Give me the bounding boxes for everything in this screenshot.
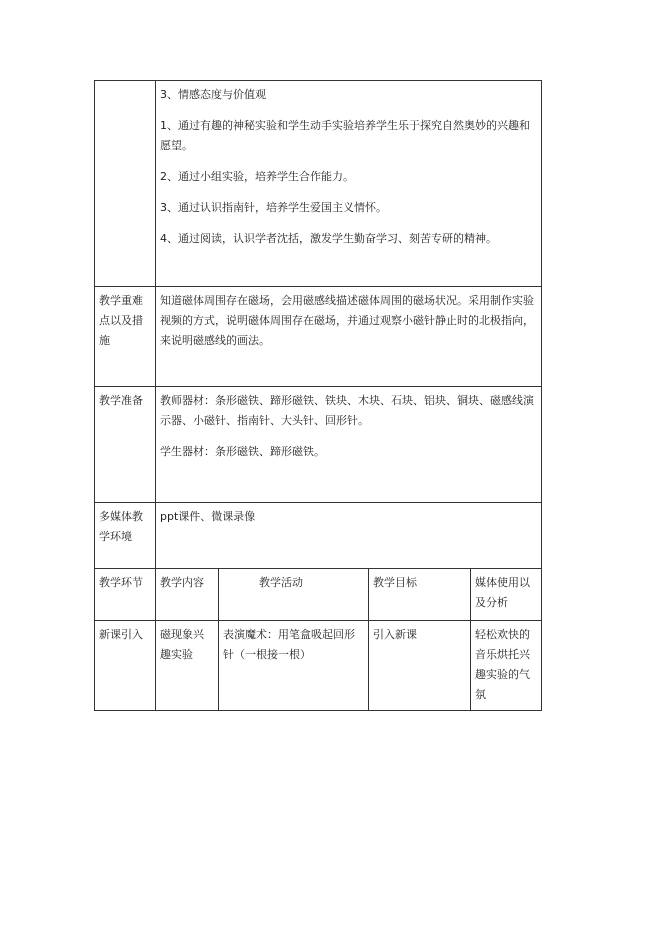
cell-goal: 引入新课 (369, 621, 471, 711)
goals-row (95, 81, 542, 287)
multimedia-label: 多媒体教学环境 (95, 503, 156, 569)
goals-label-cell (95, 81, 156, 287)
goals-heading: 3、情感态度与价值观 (160, 88, 266, 101)
preparation-label: 教学准备 (95, 387, 156, 503)
cell-content: 磁现象兴趣实验 (156, 621, 219, 711)
header-goal: 教学目标 (369, 569, 471, 621)
preparation-cell (156, 387, 542, 503)
preparation-row (95, 387, 542, 503)
multimedia-text: ppt课件、微课录像 (156, 503, 542, 569)
header-stage: 教学环节 (95, 569, 156, 621)
key-points-text: 知道磁体周围存在磁场，会用磁感线描述磁体周围的磁场状况。采用制作实验视频的方式，说明磁体周围存在磁场，并通过观察小磁针静止时的北极指向，来说明磁感线的画法。 (156, 287, 542, 387)
goal-item: 4、通过阅读，认识学者沈括，激发学生勤奋学习、刻苦专研的精神。 (160, 232, 497, 245)
cell-media: 轻松欢快的音乐烘托兴趣实验的气氛 (471, 621, 542, 711)
student-materials: 学生器材：条形磁铁、蹄形磁铁。 (160, 445, 325, 458)
header-activity: 教学活动 (219, 569, 369, 621)
process-header-row (95, 569, 542, 621)
cell-activity: 表演魔术：用笔盒吸起回形针（一根接一根） (219, 621, 369, 711)
process-row (95, 621, 542, 711)
goals-cell (156, 81, 542, 287)
multimedia-row (95, 503, 542, 569)
key-points-label: 教学重难点以及措施 (95, 287, 156, 387)
cell-stage: 新课引入 (95, 621, 156, 711)
header-content: 教学内容 (156, 569, 219, 621)
lesson-plan-table (94, 80, 542, 711)
goal-item: 2、通过小组实验，培养学生合作能力。 (160, 170, 354, 183)
goal-item: 3、通过认识指南针，培养学生爱国主义情怀。 (160, 201, 387, 214)
teacher-materials: 教师器材：条形磁铁、蹄形磁铁、铁块、木块、石块、铝块、铜块、磁感线演示器、小磁针、指南针、大头针、回形针。 (160, 394, 534, 427)
goal-item: 1、通过有趣的神秘实验和学生动手实验培养学生乐于探究自然奥妙的兴趣和愿望。 (160, 119, 530, 152)
key-points-row (95, 287, 542, 387)
header-media: 媒体使用以及分析 (471, 569, 542, 621)
